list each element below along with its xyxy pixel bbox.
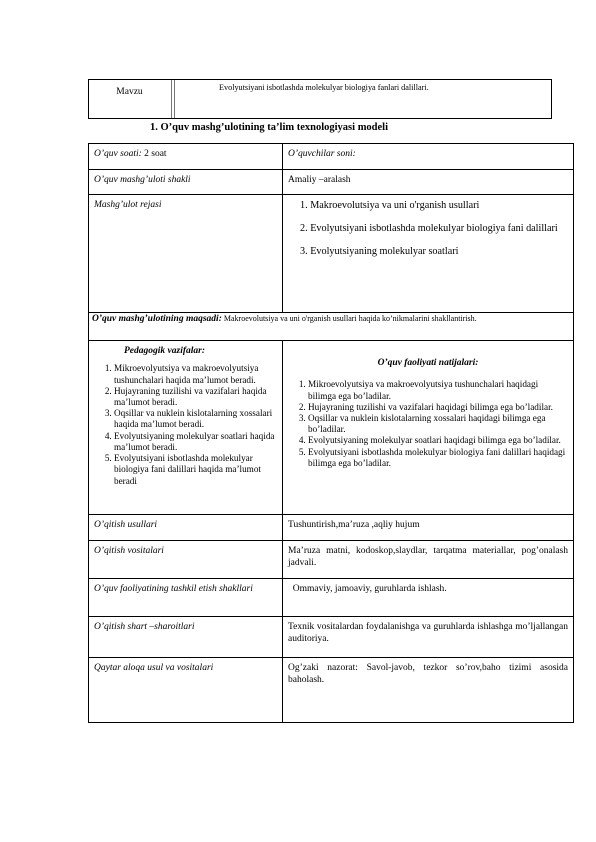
table-row [89, 541, 574, 579]
topic-value: Evolyutsiyani isbotlashda molekulyar biologiya fanlari dalillari. [219, 83, 429, 92]
plan-item: 3. Evolyutsiyaning molekulyar soatlari [300, 245, 459, 257]
time-label: O’quv soati: [94, 149, 142, 159]
goal-cell [89, 313, 574, 341]
plan-cell [283, 195, 574, 313]
methods-label: O’qitish usullari [89, 515, 283, 541]
learning-results-cell [283, 341, 574, 515]
pedagogical-tasks-list [94, 363, 277, 486]
list-item: 2. Hujayraning tuzilishi va vazifalari haqidagi bilimga ega bo’ladilar. [308, 402, 568, 413]
section-heading: 1. O’quv mashg’ulotining ta’lim texnologiyasi modeli [150, 122, 389, 133]
learning-results-title: O’quv faoliyati natijalari: [377, 358, 479, 368]
list-item: 3. Oqsillar va nuklein kislotalarning xossalari haqida ma’lumot beradi. [114, 408, 277, 430]
time-value: 2 soat [141, 149, 167, 159]
table-row [89, 579, 574, 617]
table-row [89, 617, 574, 658]
topic-label: Mavzu [116, 87, 143, 97]
list-item: 1. Mikroevolyutsiya va makroevolyutsiya tushunchalari haqida ma’lumot beradi. [114, 363, 277, 385]
goal-text: Makroevolutsiya va uni o'rganish usullari haqida ko’nikmalarini shakllantirish. [221, 314, 477, 323]
list-item: 1. Mikroevolyutsiya va makroevolyutsiya tushunchalari haqidagi bilimga ega bo’ladilar. [308, 379, 568, 401]
table-row [89, 144, 574, 170]
learning-results-list [288, 379, 568, 469]
methods-value: Tushuntirish,ma’ruza ,aqliy hujum [283, 515, 574, 541]
plan-label: Mashg’ulot rejasi [89, 195, 283, 313]
list-item: 3. Oqsillar va nuklein kislotalarning xossalari haqidagi bilimga ega bo’ladilar. [308, 413, 568, 435]
table-row [89, 341, 574, 515]
list-item: 4. Evolyutsiyaning molekulyar soatlari haqidagi bilimga ega bo’ladilar. [308, 435, 568, 446]
form-label: O’quv mashg’uloti shakli [89, 170, 283, 195]
topic-box [88, 79, 552, 119]
pedagogical-tasks-title: Pedagogik vazifalar: [124, 346, 206, 356]
list-item: 5. Evolyutsiyani isbotlashda molekulyar biologiya fani dalillari haqidagi bilimga ega bo’ladilar. [308, 447, 568, 469]
conditions-label: O’qitish shart –sharoitlari [89, 617, 283, 658]
pedagogical-tasks-cell [89, 341, 283, 515]
table-row [89, 515, 574, 541]
students-cell [283, 144, 574, 170]
list-item: 5. Evolyutsiyani isbotlashda molekulyar biologiya fani dalillari haqida ma’lumot beradi [114, 453, 277, 487]
students-label: O’quvchilar soni: [288, 149, 356, 159]
organization-value: Ommaviy, jamoaviy, guruhlarda ishlash. [283, 579, 574, 617]
tools-label: O’qitish vositalari [89, 541, 283, 579]
form-value: Amaliy –aralash [283, 170, 574, 195]
list-item: 2. Hujayraning tuzilishi va vazifalari haqida ma’lumot beradi. [114, 386, 277, 408]
plan-item: 1. Makroevolutsiya va uni o'rganish usullari [300, 200, 480, 211]
table-row [89, 658, 574, 723]
plan-item: 2. Evolyutsiyani isbotlashda molekulyar biologiya fani dalillari [300, 222, 558, 234]
topic-separator [171, 80, 175, 118]
table-row [89, 313, 574, 341]
tools-value: Ma’ruza matni, kodoskop,slaydlar, tarqatma materiallar, pog’onalash jadvali. [283, 541, 574, 579]
feedback-value: Og’zaki nazorat: Savol-javob, tezkor so’rov,baho tizimi asosida baholash. [283, 658, 574, 723]
list-item: 4. Evolyutsiyaning molekulyar soatlari haqida ma’lumot beradi. [114, 431, 277, 453]
table-row [89, 170, 574, 195]
lesson-model-table [88, 143, 574, 723]
feedback-label: Qaytar aloqa usul va vositalari [89, 658, 283, 723]
conditions-value: Texnik vositalardan foydalanishga va guruhlarda ishlashga mo’ljallangan auditoriya. [283, 617, 574, 658]
table-row [89, 195, 574, 313]
goal-label: O’quv mashg’ulotining maqsadi: [92, 314, 222, 324]
organization-label: O’quv faoliyatining tashkil etish shakllari [89, 579, 283, 617]
time-cell [89, 144, 283, 170]
